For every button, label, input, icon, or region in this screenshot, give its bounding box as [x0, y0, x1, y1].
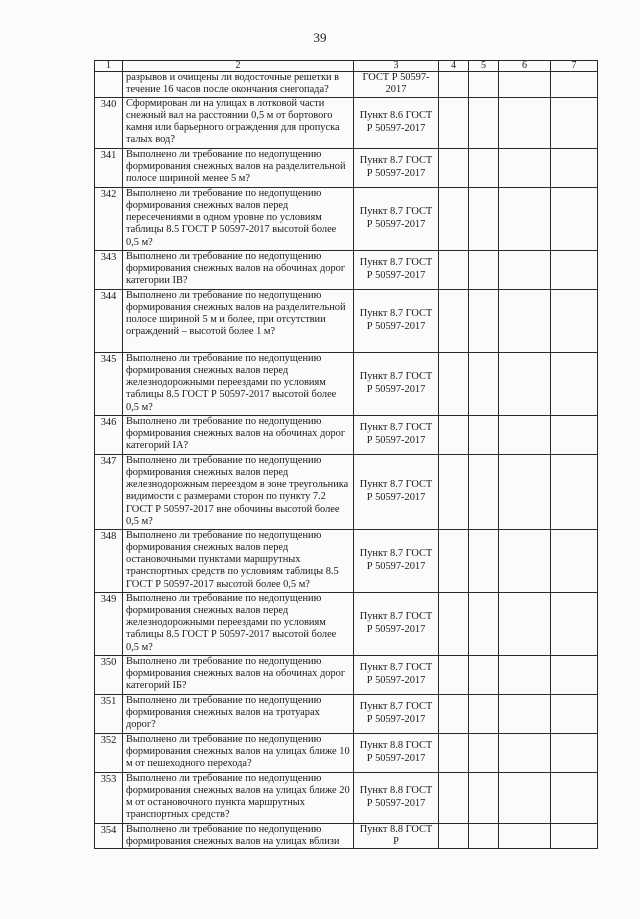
answer-cell-col7	[551, 415, 598, 454]
regulation-reference: Пункт 8.7 ГОСТ Р 50597-2017	[354, 289, 439, 352]
row-number: 346	[95, 415, 123, 454]
answer-cell-col4	[439, 733, 469, 772]
answer-cell-col7	[551, 72, 598, 98]
answer-cell-col4	[439, 72, 469, 98]
row-number: 349	[95, 592, 123, 655]
regulation-reference: Пункт 8.7 ГОСТ Р 50597-2017	[354, 148, 439, 187]
column-header-7: 7	[551, 61, 598, 72]
row-number: 350	[95, 655, 123, 694]
regulation-reference: Пункт 8.7 ГОСТ Р 50597-2017	[354, 250, 439, 289]
answer-cell-col4	[439, 97, 469, 148]
column-header-1: 1	[95, 61, 123, 72]
answer-cell-col7	[551, 352, 598, 415]
regulation-reference: Пункт 8.7 ГОСТ Р 50597-2017	[354, 454, 439, 529]
answer-cell-col6	[499, 655, 551, 694]
question-text: Выполнено ли требование по недопущению формирования снежных валов перед остановочными пунктами маршрутных транспортных средств по условиям таблицы 8.5 ГОСТ Р 50597-2017 высотой более 0,5 м?	[123, 529, 354, 592]
row-number: 348	[95, 529, 123, 592]
answer-cell-col7	[551, 250, 598, 289]
row-number: 343	[95, 250, 123, 289]
answer-cell-col4	[439, 187, 469, 250]
table-row	[95, 772, 598, 823]
answer-cell-col5	[469, 454, 499, 529]
table-row	[95, 733, 598, 772]
answer-cell-col4	[439, 592, 469, 655]
question-text: Выполнено ли требование по недопущению формирования снежных валов на разделительной полосе шириной менее 5 м?	[123, 148, 354, 187]
question-text: Выполнено ли требование по недопущению формирования снежных валов перед железнодорожными переездами по условиям таблицы 8.5 ГОСТ Р 50597-2017 высотой более 0,5 м?	[123, 352, 354, 415]
regulation-reference: ГОСТ Р 50597-2017	[354, 72, 439, 98]
answer-cell-col4	[439, 823, 469, 849]
regulation-reference: Пункт 8.7 ГОСТ Р 50597-2017	[354, 694, 439, 733]
answer-cell-col4	[439, 352, 469, 415]
row-number: 342	[95, 187, 123, 250]
question-text: Выполнено ли требование по недопущению формирования снежных валов на обочинах дорог категорий IA?	[123, 415, 354, 454]
regulation-reference: Пункт 8.7 ГОСТ Р 50597-2017	[354, 415, 439, 454]
answer-cell-col5	[469, 187, 499, 250]
answer-cell-col5	[469, 72, 499, 98]
regulation-reference: Пункт 8.8 ГОСТ Р 50597-2017	[354, 772, 439, 823]
answer-cell-col5	[469, 529, 499, 592]
column-header-4: 4	[439, 61, 469, 72]
column-header-2: 2	[123, 61, 354, 72]
question-text: Выполнено ли требование по недопущению формирования снежных валов на улицах вблизи	[123, 823, 354, 849]
table-row	[95, 148, 598, 187]
answer-cell-col4	[439, 529, 469, 592]
answer-cell-col6	[499, 97, 551, 148]
row-number: 353	[95, 772, 123, 823]
answer-cell-col5	[469, 772, 499, 823]
table-row	[95, 529, 598, 592]
answer-cell-col6	[499, 592, 551, 655]
question-text: Выполнено ли требование по недопущению формирования снежных валов на разделительной полосе шириной 5 м и более, при отсутствии ограждений – высотой более 1 м?	[123, 289, 354, 352]
answer-cell-col7	[551, 733, 598, 772]
table-row	[95, 352, 598, 415]
table-row	[95, 289, 598, 352]
table-row	[95, 454, 598, 529]
question-text: Выполнено ли требование по недопущению формирования снежных валов на улицах ближе 20 м от остановочного пункта маршрутных транспортных средств?	[123, 772, 354, 823]
answer-cell-col4	[439, 772, 469, 823]
regulation-reference: Пункт 8.8 ГОСТ Р 50597-2017	[354, 733, 439, 772]
answer-cell-col7	[551, 187, 598, 250]
table-row	[95, 694, 598, 733]
table-row	[95, 187, 598, 250]
table-row	[95, 823, 598, 849]
checklist-table	[94, 60, 598, 849]
row-number: 340	[95, 97, 123, 148]
answer-cell-col5	[469, 352, 499, 415]
answer-cell-col6	[499, 733, 551, 772]
row-number	[95, 72, 123, 98]
row-number: 351	[95, 694, 123, 733]
table-row	[95, 97, 598, 148]
answer-cell-col6	[499, 823, 551, 849]
table-row	[95, 415, 598, 454]
answer-cell-col6	[499, 415, 551, 454]
answer-cell-col4	[439, 289, 469, 352]
answer-cell-col6	[499, 454, 551, 529]
question-text: Выполнено ли требование по недопущению формирования снежных валов на тротуарах дорог?	[123, 694, 354, 733]
answer-cell-col7	[551, 694, 598, 733]
question-text: Сформирован ли на улицах в лотковой части снежный вал на расстоянии 0,5 м от бортового камня или барьерного ограждения для пропуска талых вод?	[123, 97, 354, 148]
page-number: 39	[313, 30, 327, 45]
answer-cell-col6	[499, 352, 551, 415]
answer-cell-col5	[469, 655, 499, 694]
answer-cell-col4	[439, 148, 469, 187]
table-row	[95, 250, 598, 289]
question-text: Выполнено ли требование по недопущению формирования снежных валов перед железнодорожным переездом в зоне треугольника видимости с размерами сторон по пункту 7.2 ГОСТ Р 50597-2017 вне обочины высотой более 0,5 м?	[123, 454, 354, 529]
regulation-reference: Пункт 8.8 ГОСТ Р	[354, 823, 439, 849]
question-text: Выполнено ли требование по недопущению формирования снежных валов перед железнодорожными переездами по условиям таблицы 8.5 ГОСТ Р 50597-2017 высотой более 0,5 м?	[123, 592, 354, 655]
answer-cell-col5	[469, 733, 499, 772]
answer-cell-col5	[469, 97, 499, 148]
question-text: Выполнено ли требование по недопущению формирования снежных валов перед пересечениями в одном уровне по условиям таблицы 8.5 ГОСТ Р 50597-2017 высотой более 0,5 м?	[123, 187, 354, 250]
answer-cell-col7	[551, 148, 598, 187]
table-body	[95, 72, 598, 849]
answer-cell-col6	[499, 289, 551, 352]
table-row	[95, 72, 598, 98]
header-row	[95, 61, 598, 72]
row-number: 344	[95, 289, 123, 352]
regulation-reference: Пункт 8.7 ГОСТ Р 50597-2017	[354, 187, 439, 250]
row-number: 347	[95, 454, 123, 529]
answer-cell-col5	[469, 415, 499, 454]
regulation-reference: Пункт 8.6 ГОСТ Р 50597-2017	[354, 97, 439, 148]
answer-cell-col6	[499, 148, 551, 187]
answer-cell-col6	[499, 187, 551, 250]
row-number: 345	[95, 352, 123, 415]
regulation-reference: Пункт 8.7 ГОСТ Р 50597-2017	[354, 655, 439, 694]
answer-cell-col7	[551, 454, 598, 529]
answer-cell-col6	[499, 694, 551, 733]
answer-cell-col7	[551, 592, 598, 655]
table-row	[95, 655, 598, 694]
regulation-reference: Пункт 8.7 ГОСТ Р 50597-2017	[354, 352, 439, 415]
answer-cell-col7	[551, 97, 598, 148]
row-number: 352	[95, 733, 123, 772]
column-header-5: 5	[469, 61, 499, 72]
row-number: 341	[95, 148, 123, 187]
answer-cell-col4	[439, 415, 469, 454]
answer-cell-col5	[469, 592, 499, 655]
answer-cell-col7	[551, 772, 598, 823]
answer-cell-col4	[439, 655, 469, 694]
column-header-3: 3	[354, 61, 439, 72]
answer-cell-col6	[499, 250, 551, 289]
column-header-6: 6	[499, 61, 551, 72]
question-text: Выполнено ли требование по недопущению формирования снежных валов на улицах ближе 10 м от пешеходного перехода?	[123, 733, 354, 772]
answer-cell-col5	[469, 823, 499, 849]
table-row	[95, 592, 598, 655]
regulation-reference: Пункт 8.7 ГОСТ Р 50597-2017	[354, 592, 439, 655]
answer-cell-col5	[469, 289, 499, 352]
row-number: 354	[95, 823, 123, 849]
answer-cell-col6	[499, 72, 551, 98]
question-text: Выполнено ли требование по недопущению формирования снежных валов на обочинах дорог категории IB?	[123, 250, 354, 289]
answer-cell-col7	[551, 529, 598, 592]
answer-cell-col5	[469, 148, 499, 187]
regulation-reference: Пункт 8.7 ГОСТ Р 50597-2017	[354, 529, 439, 592]
question-text: Выполнено ли требование по недопущению формирования снежных валов на обочинах дорог категорий IБ?	[123, 655, 354, 694]
answer-cell-col5	[469, 250, 499, 289]
answer-cell-col7	[551, 823, 598, 849]
answer-cell-col4	[439, 454, 469, 529]
answer-cell-col6	[499, 529, 551, 592]
answer-cell-col4	[439, 250, 469, 289]
answer-cell-col7	[551, 289, 598, 352]
answer-cell-col6	[499, 772, 551, 823]
question-text: разрывов и очищены ли водосточные решетки в течение 16 часов после окончания снегопада?	[123, 72, 354, 98]
answer-cell-col4	[439, 694, 469, 733]
answer-cell-col5	[469, 694, 499, 733]
answer-cell-col7	[551, 655, 598, 694]
